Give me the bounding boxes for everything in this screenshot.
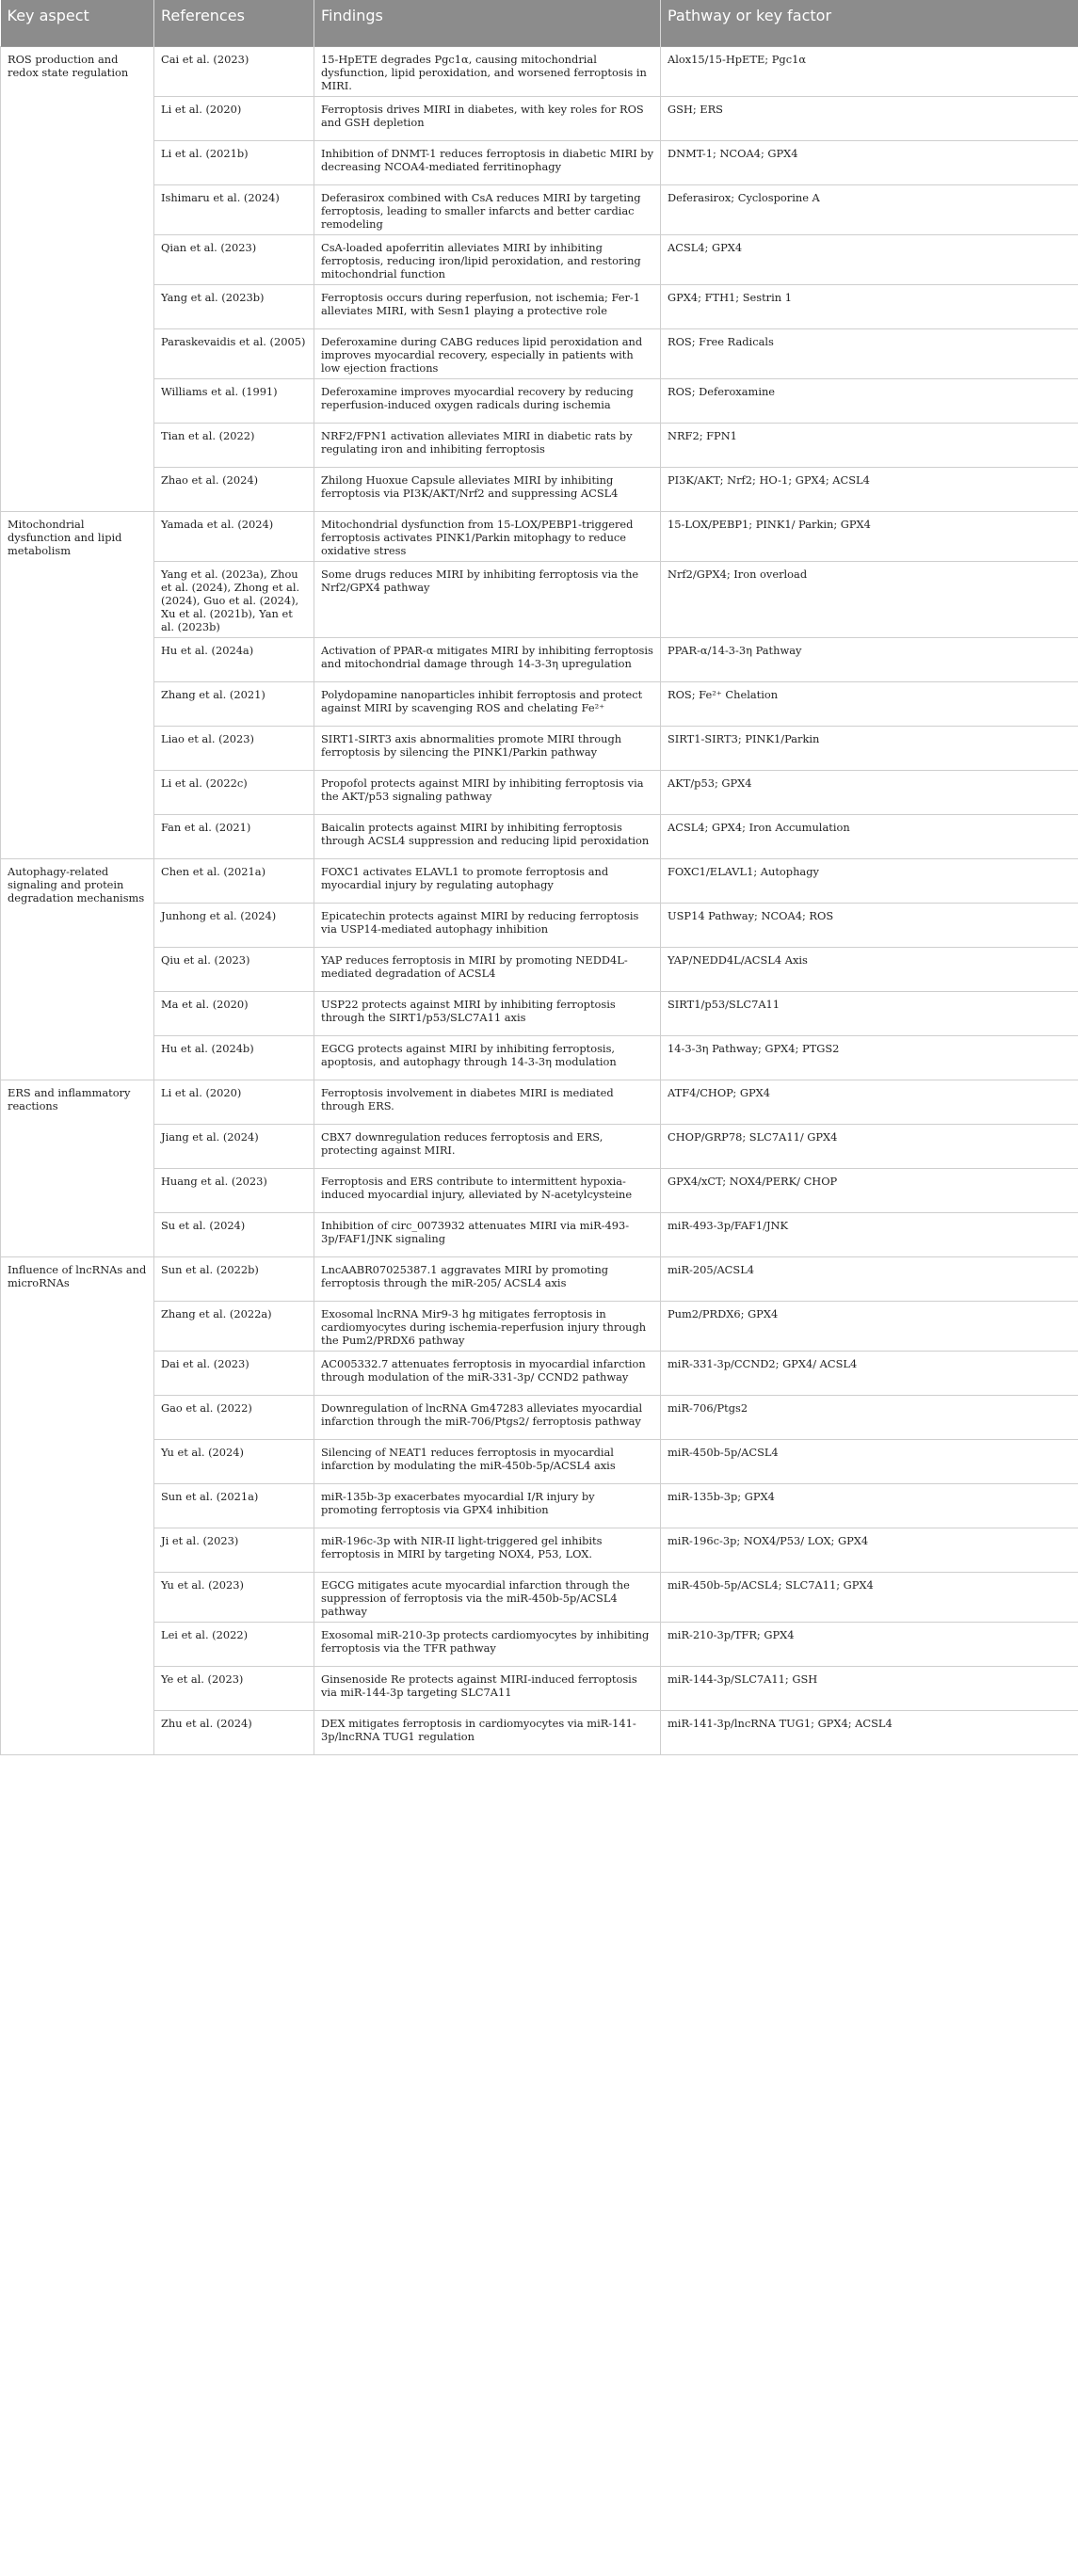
finding-cell: Mitochondrial dysfunction from 15-LOX/PEBP1-triggered ferroptosis activates PINK1/Parkin mitophagy to reduce oxidative stress [314, 511, 661, 561]
header-references: References [154, 0, 314, 46]
finding-cell: EGCG mitigates acute myocardial infarction through the suppression of ferroptosis via the miR-450b-5p/ACSL4 pathway [314, 1572, 661, 1622]
reference-cell: Qian et al. (2023) [154, 234, 314, 284]
finding-cell: Deferoxamine during CABG reduces lipid peroxidation and improves myocardial recovery, especially in patients with low ejection fractions [314, 328, 661, 378]
pathway-cell: GPX4/xCT; NOX4/PERK/ CHOP [661, 1168, 1078, 1212]
table-row [1, 467, 1078, 511]
reference-cell: Jiang et al. (2024) [154, 1124, 314, 1168]
table-row [1, 378, 1078, 423]
reference-cell: Liao et al. (2023) [154, 726, 314, 770]
finding-cell: Epicatechin protects against MIRI by reducing ferroptosis via USP14-mediated autophagy inhibition [314, 903, 661, 947]
pathway-cell: ACSL4; GPX4; Iron Accumulation [661, 814, 1078, 858]
pathway-cell: PPAR-α/14-3-3η Pathway [661, 637, 1078, 681]
reference-cell: Tian et al. (2022) [154, 423, 314, 467]
finding-cell: Ferroptosis occurs during reperfusion, not ischemia; Fer-1 alleviates MIRI, with Sesn1 playing a protective role [314, 284, 661, 328]
reference-cell: Li et al. (2020) [154, 1080, 314, 1124]
reference-cell: Cai et al. (2023) [154, 46, 314, 96]
table-row [1, 858, 1078, 903]
table-row [1, 637, 1078, 681]
pathway-cell: ROS; Free Radicals [661, 328, 1078, 378]
table-row [1, 1256, 1078, 1301]
finding-cell: Deferoxamine improves myocardial recovery by reducing reperfusion-induced oxygen radicals during ischemia [314, 378, 661, 423]
header-row [1, 0, 1078, 46]
header-pathway: Pathway or key factor [661, 0, 1078, 46]
table-row [1, 284, 1078, 328]
reference-cell: Hu et al. (2024a) [154, 637, 314, 681]
finding-cell: FOXC1 activates ELAVL1 to promote ferroptosis and myocardial injury by regulating autophagy [314, 858, 661, 903]
header-findings: Findings [314, 0, 661, 46]
reference-cell: Zhang et al. (2022a) [154, 1301, 314, 1351]
pathway-cell: YAP/NEDD4L/ACSL4 Axis [661, 947, 1078, 991]
pathway-cell: miR-141-3p/lncRNA TUG1; GPX4; ACSL4 [661, 1710, 1078, 1754]
pathway-cell: Pum2/PRDX6; GPX4 [661, 1301, 1078, 1351]
reference-cell: Williams et al. (1991) [154, 378, 314, 423]
finding-cell: Polydopamine nanoparticles inhibit ferroptosis and protect against MIRI by scavenging ROS and chelating Fe²⁺ [314, 681, 661, 726]
finding-cell: Ferroptosis drives MIRI in diabetes, with key roles for ROS and GSH depletion [314, 96, 661, 140]
finding-cell: Silencing of NEAT1 reduces ferroptosis in myocardial infarction by modulating the miR-450b-5p/ACSL4 axis [314, 1439, 661, 1483]
finding-cell: Exosomal lncRNA Mir9-3 hg mitigates ferroptosis in cardiomyocytes during ischemia-reperfusion injury through the Pum2/PRDX6 pathway [314, 1301, 661, 1351]
reference-cell: Qiu et al. (2023) [154, 947, 314, 991]
reference-cell: Sun et al. (2021a) [154, 1483, 314, 1528]
finding-cell: DEX mitigates ferroptosis in cardiomyocytes via miR-141-3p/lncRNA TUG1 regulation [314, 1710, 661, 1754]
finding-cell: Some drugs reduces MIRI by inhibiting ferroptosis via the Nrf2/GPX4 pathway [314, 561, 661, 637]
header-key-aspect: Key aspect [1, 0, 154, 46]
finding-cell: Deferasirox combined with CsA reduces MIRI by targeting ferroptosis, leading to smaller infarcts and better cardiac remodeling [314, 184, 661, 234]
table-row [1, 423, 1078, 467]
reference-cell: Yang et al. (2023b) [154, 284, 314, 328]
reference-cell: Zhao et al. (2024) [154, 467, 314, 511]
table-row [1, 681, 1078, 726]
finding-cell: Inhibition of DNMT-1 reduces ferroptosis in diabetic MIRI by decreasing NCOA4-mediated ferritinophagy [314, 140, 661, 184]
pathway-cell: USP14 Pathway; NCOA4; ROS [661, 903, 1078, 947]
pathway-cell: Alox15/15-HpETE; Pgc1α [661, 46, 1078, 96]
table-row [1, 328, 1078, 378]
finding-cell: EGCG protects against MIRI by inhibiting ferroptosis, apoptosis, and autophagy through 14-3-3η modulation [314, 1035, 661, 1080]
finding-cell: Inhibition of circ_0073932 attenuates MIRI via miR-493-3p/FAF1/JNK signaling [314, 1212, 661, 1256]
finding-cell: Activation of PPAR-α mitigates MIRI by inhibiting ferroptosis and mitochondrial damage through 14-3-3η upregulation [314, 637, 661, 681]
pathway-cell: CHOP/GRP78; SLC7A11/ GPX4 [661, 1124, 1078, 1168]
table-row [1, 814, 1078, 858]
finding-cell: CBX7 downregulation reduces ferroptosis and ERS, protecting against MIRI. [314, 1124, 661, 1168]
pathway-cell: miR-331-3p/CCND2; GPX4/ ACSL4 [661, 1351, 1078, 1395]
table-row [1, 1666, 1078, 1710]
reference-cell: Sun et al. (2022b) [154, 1256, 314, 1301]
finding-cell: miR-196c-3p with NIR-II light-triggered gel inhibits ferroptosis in MIRI by targeting NOX4, P53, LOX. [314, 1528, 661, 1572]
table-row [1, 1080, 1078, 1124]
reference-cell: Su et al. (2024) [154, 1212, 314, 1256]
reference-cell: Yamada et al. (2024) [154, 511, 314, 561]
pathway-cell: Nrf2/GPX4; Iron overload [661, 561, 1078, 637]
finding-cell: NRF2/FPN1 activation alleviates MIRI in diabetic rats by regulating iron and inhibiting ferroptosis [314, 423, 661, 467]
finding-cell: Propofol protects against MIRI by inhibiting ferroptosis via the AKT/p53 signaling pathway [314, 770, 661, 814]
pathway-cell: GPX4; FTH1; Sestrin 1 [661, 284, 1078, 328]
pathway-cell: miR-196c-3p; NOX4/P53/ LOX; GPX4 [661, 1528, 1078, 1572]
pathway-cell: Deferasirox; Cyclosporine A [661, 184, 1078, 234]
reference-cell: Fan et al. (2021) [154, 814, 314, 858]
pathway-cell: miR-450b-5p/ACSL4 [661, 1439, 1078, 1483]
table-row [1, 1395, 1078, 1439]
finding-cell: USP22 protects against MIRI by inhibiting ferroptosis through the SIRT1/p53/SLC7A11 axis [314, 991, 661, 1035]
finding-cell: Exosomal miR-210-3p protects cardiomyocytes by inhibiting ferroptosis via the TFR pathway [314, 1622, 661, 1666]
table-row [1, 1035, 1078, 1080]
reference-cell: Junhong et al. (2024) [154, 903, 314, 947]
table-row [1, 1351, 1078, 1395]
reference-cell: Yu et al. (2024) [154, 1439, 314, 1483]
table-body [1, 46, 1078, 1754]
reference-cell: Ye et al. (2023) [154, 1666, 314, 1710]
reference-cell: Ishimaru et al. (2024) [154, 184, 314, 234]
pathway-cell: SIRT1/p53/SLC7A11 [661, 991, 1078, 1035]
reference-cell: Gao et al. (2022) [154, 1395, 314, 1439]
pathway-cell: NRF2; FPN1 [661, 423, 1078, 467]
finding-cell: YAP reduces ferroptosis in MIRI by promoting NEDD4L-mediated degradation of ACSL4 [314, 947, 661, 991]
pathway-cell: 15-LOX/PEBP1; PINK1/ Parkin; GPX4 [661, 511, 1078, 561]
table-row [1, 561, 1078, 637]
table-row [1, 1212, 1078, 1256]
pathway-cell: FOXC1/ELAVL1; Autophagy [661, 858, 1078, 903]
reference-cell: Ma et al. (2020) [154, 991, 314, 1035]
finding-cell: Zhilong Huoxue Capsule alleviates MIRI by inhibiting ferroptosis via PI3K/AKT/Nrf2 and suppressing ACSL4 [314, 467, 661, 511]
reference-cell: Dai et al. (2023) [154, 1351, 314, 1395]
pathway-cell: ACSL4; GPX4 [661, 234, 1078, 284]
key-aspect-cell: Influence of lncRNAs and microRNAs [1, 1256, 154, 1754]
table-row [1, 726, 1078, 770]
table-row [1, 1301, 1078, 1351]
table-row [1, 184, 1078, 234]
table-row [1, 991, 1078, 1035]
key-aspect-cell: Mitochondrial dysfunction and lipid metabolism [1, 511, 154, 858]
table-row [1, 770, 1078, 814]
finding-cell: LncAABR07025387.1 aggravates MIRI by promoting ferroptosis through the miR-205/ ACSL4 axis [314, 1256, 661, 1301]
pathway-cell: miR-210-3p/TFR; GPX4 [661, 1622, 1078, 1666]
finding-cell: CsA-loaded apoferritin alleviates MIRI by inhibiting ferroptosis, reducing iron/lipid peroxidation, and restoring mitochondrial function [314, 234, 661, 284]
reference-cell: Li et al. (2021b) [154, 140, 314, 184]
finding-cell: AC005332.7 attenuates ferroptosis in myocardial infarction through modulation of the miR-331-3p/ CCND2 pathway [314, 1351, 661, 1395]
finding-cell: 15-HpETE degrades Pgc1α, causing mitochondrial dysfunction, lipid peroxidation, and worsened ferroptosis in MIRI. [314, 46, 661, 96]
table-row [1, 1710, 1078, 1754]
table-row [1, 140, 1078, 184]
pathway-cell: PI3K/AKT; Nrf2; HO-1; GPX4; ACSL4 [661, 467, 1078, 511]
table-row [1, 234, 1078, 284]
reference-cell: Zhu et al. (2024) [154, 1710, 314, 1754]
reference-cell: Chen et al. (2021a) [154, 858, 314, 903]
table-row [1, 1483, 1078, 1528]
pathway-cell: SIRT1-SIRT3; PINK1/Parkin [661, 726, 1078, 770]
finding-cell: Ginsenoside Re protects against MIRI-induced ferroptosis via miR-144-3p targeting SLC7A11 [314, 1666, 661, 1710]
key-aspect-cell: Autophagy-related signaling and protein degradation mechanisms [1, 858, 154, 1080]
finding-cell: Baicalin protects against MIRI by inhibiting ferroptosis through ACSL4 suppression and reducing lipid peroxidation [314, 814, 661, 858]
table-row [1, 1439, 1078, 1483]
finding-cell: Ferroptosis and ERS contribute to intermittent hypoxia-induced myocardial injury, alleviated by N-acetylcysteine [314, 1168, 661, 1212]
reference-cell: Hu et al. (2024b) [154, 1035, 314, 1080]
pathway-cell: miR-205/ACSL4 [661, 1256, 1078, 1301]
reference-cell: Zhang et al. (2021) [154, 681, 314, 726]
pathway-cell: ROS; Deferoxamine [661, 378, 1078, 423]
pathway-cell: DNMT-1; NCOA4; GPX4 [661, 140, 1078, 184]
reference-cell: Paraskevaidis et al. (2005) [154, 328, 314, 378]
table-row [1, 46, 1078, 96]
finding-cell: Ferroptosis involvement in diabetes MIRI is mediated through ERS. [314, 1080, 661, 1124]
table-row [1, 1168, 1078, 1212]
pathway-cell: ATF4/CHOP; GPX4 [661, 1080, 1078, 1124]
finding-cell: miR-135b-3p exacerbates myocardial I/R injury by promoting ferroptosis via GPX4 inhibition [314, 1483, 661, 1528]
pathway-cell: 14-3-3η Pathway; GPX4; PTGS2 [661, 1035, 1078, 1080]
table-row [1, 1124, 1078, 1168]
pathway-cell: miR-450b-5p/ACSL4; SLC7A11; GPX4 [661, 1572, 1078, 1622]
finding-cell: Downregulation of lncRNA Gm47283 alleviates myocardial infarction through the miR-706/Ptgs2/ ferroptosis pathway [314, 1395, 661, 1439]
table-row [1, 947, 1078, 991]
table-row [1, 1528, 1078, 1572]
pathway-cell: miR-135b-3p; GPX4 [661, 1483, 1078, 1528]
table-row [1, 511, 1078, 561]
pathway-cell: miR-144-3p/SLC7A11; GSH [661, 1666, 1078, 1710]
reference-cell: Yu et al. (2023) [154, 1572, 314, 1622]
table-row [1, 1622, 1078, 1666]
reference-cell: Yang et al. (2023a), Zhou et al. (2024), Zhong et al. (2024), Guo et al. (2024), Xu et al. (2021b), Yan et al. (2023b) [154, 561, 314, 637]
reference-cell: Ji et al. (2023) [154, 1528, 314, 1572]
pathway-cell: miR-493-3p/FAF1/JNK [661, 1212, 1078, 1256]
table-row [1, 96, 1078, 140]
pathway-cell: GSH; ERS [661, 96, 1078, 140]
reference-cell: Huang et al. (2023) [154, 1168, 314, 1212]
pathway-cell: ROS; Fe²⁺ Chelation [661, 681, 1078, 726]
table-row [1, 903, 1078, 947]
reference-cell: Li et al. (2020) [154, 96, 314, 140]
pathway-cell: miR-706/Ptgs2 [661, 1395, 1078, 1439]
key-aspect-cell: ERS and inflammatory reactions [1, 1080, 154, 1256]
pathway-cell: AKT/p53; GPX4 [661, 770, 1078, 814]
key-aspect-cell: ROS production and redox state regulation [1, 46, 154, 511]
reference-cell: Lei et al. (2022) [154, 1622, 314, 1666]
reference-cell: Li et al. (2022c) [154, 770, 314, 814]
table-row [1, 1572, 1078, 1622]
finding-cell: SIRT1-SIRT3 axis abnormalities promote MIRI through ferroptosis by silencing the PINK1/Parkin pathway [314, 726, 661, 770]
